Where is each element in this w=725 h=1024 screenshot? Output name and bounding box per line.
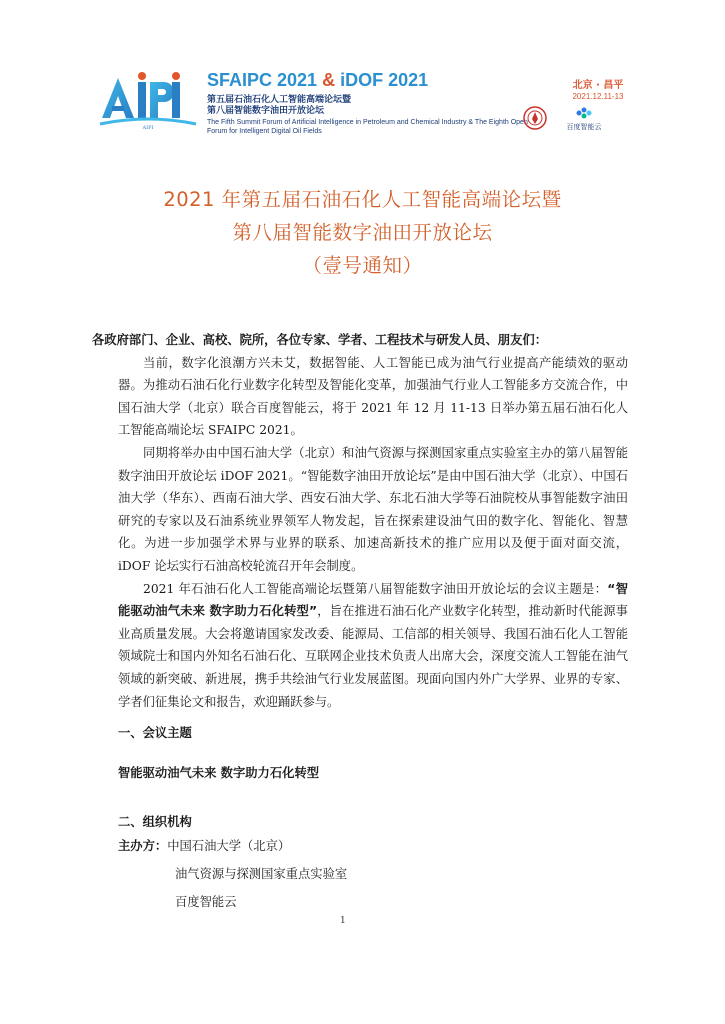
notice-body: [92, 329, 628, 713]
host-2: 油气资源与探测国家重点实验室: [175, 867, 348, 881]
logo-text: AIPI: [142, 125, 154, 130]
section-2-heading: 二、组织机构: [118, 815, 192, 829]
paragraph-3-theme: “智能驱动油气未来 数字助力石化转型”: [118, 581, 628, 619]
paragraph-3-pre: 2021 年石油石化人工智能高端论坛暨第八届智能数字油田开放论坛的会议主题是：: [143, 581, 608, 596]
event-date: 2021.12.11-13: [572, 92, 624, 101]
university-seal-icon: [523, 106, 547, 130]
cn-subtitle-line2: 第八届智能数字油田开放论坛: [207, 106, 325, 116]
section-1-heading: 一、会议主题: [118, 726, 192, 740]
paragraph-1: 当前，数字化浪潮方兴未艾，数据智能、人工智能已成为油气行业提高产能绩效的驱动器。为推动石油石化行业数字化转型及智能化变革，加强油气行业人工智能多方交流合作，中国石油大学（北京）联合百度智能云，将于 2021 年 12 月 11-13 日举办第五届石油石化人工智能高端论坛 SFAIPC 2021。: [118, 355, 628, 438]
host-3: 百度智能云: [175, 895, 237, 909]
baidu-cloud-logo: [554, 104, 614, 134]
page-number: 1: [340, 916, 346, 926]
event-title: [207, 70, 428, 91]
title-line3: （壹号通知）: [302, 254, 423, 277]
event-en-subtitle: The Fifth Summit Forum of Artificial Intelligence in Petroleum and Chemical Industry & The Eighth Open Forum for Intelligent Digital Oil Fields: [207, 119, 528, 135]
host-row: [118, 836, 290, 854]
greeting: 各政府部门、企业、高校、院所，各位专家、学者、工程技术与研发人员、朋友们：: [92, 333, 547, 347]
title-line2: 第八届智能数字油田开放论坛: [232, 221, 493, 244]
event-place: 北京 · 昌平: [572, 80, 624, 91]
paragraph-2: 同期将举办由中国石油大学（北京）和油气资源与探测国家重点实验室主办的第八届智能数字油田开放论坛 iDOF 2021。“智能数字油田开放论坛”是由中国石油大学（北京）、中国石油大学（华东）、西南石油大学、西安石油大学、东北石油大学等石油院校从事智能数字油田研究的专家以及石油系统业界领军人物发起，旨在探索建设油气田的数字化、智能化、智慧化。为进一步加强学术界与业界的联系、加速高新技术的推广应用以及便于面对面交流，iDOF 论坛实行石油高校轮流召开年会制度。: [118, 445, 628, 573]
event-cn-subtitle: [207, 95, 351, 117]
title-line1: 2021 年第五届石油石化人工智能高端论坛暨: [163, 188, 562, 211]
paragraph-3: [118, 578, 628, 714]
aipi-logo-icon: [98, 68, 198, 130]
event-title-sfaipc: SFAIPC 2021: [207, 70, 318, 90]
baidu-cloud-label: 百度智能云: [566, 123, 602, 131]
notice-title: [0, 183, 725, 282]
cn-subtitle-line1: 第五届石油石化人工智能高端论坛暨: [207, 95, 352, 105]
section-1-theme: 智能驱动油气未来 数字助力石化转型: [118, 766, 320, 780]
letterhead: [0, 0, 725, 150]
event-title-amp: &: [322, 70, 336, 90]
paragraph-3-post: ，旨在推进石油石化产业数字化转型，推动新时代能源事业高质量发展。大会将邀请国家发改委、能源局、工信部的相关领导、我国石油石化人工智能领域院士和国内外知名石油石化、互联网企业技术负责人出席大会，深度交流人工智能在油气领域的新突破、新进展，携手共绘油气行业发展蓝图。现面向国内外广大学界、业界的专家、学者们征集论文和报告，欢迎踊跃参与。: [118, 604, 628, 709]
host-label: 主办方：: [118, 839, 168, 853]
event-title-idof: iDOF 2021: [340, 70, 429, 90]
host-1: 中国石油大学（北京）: [167, 839, 291, 853]
